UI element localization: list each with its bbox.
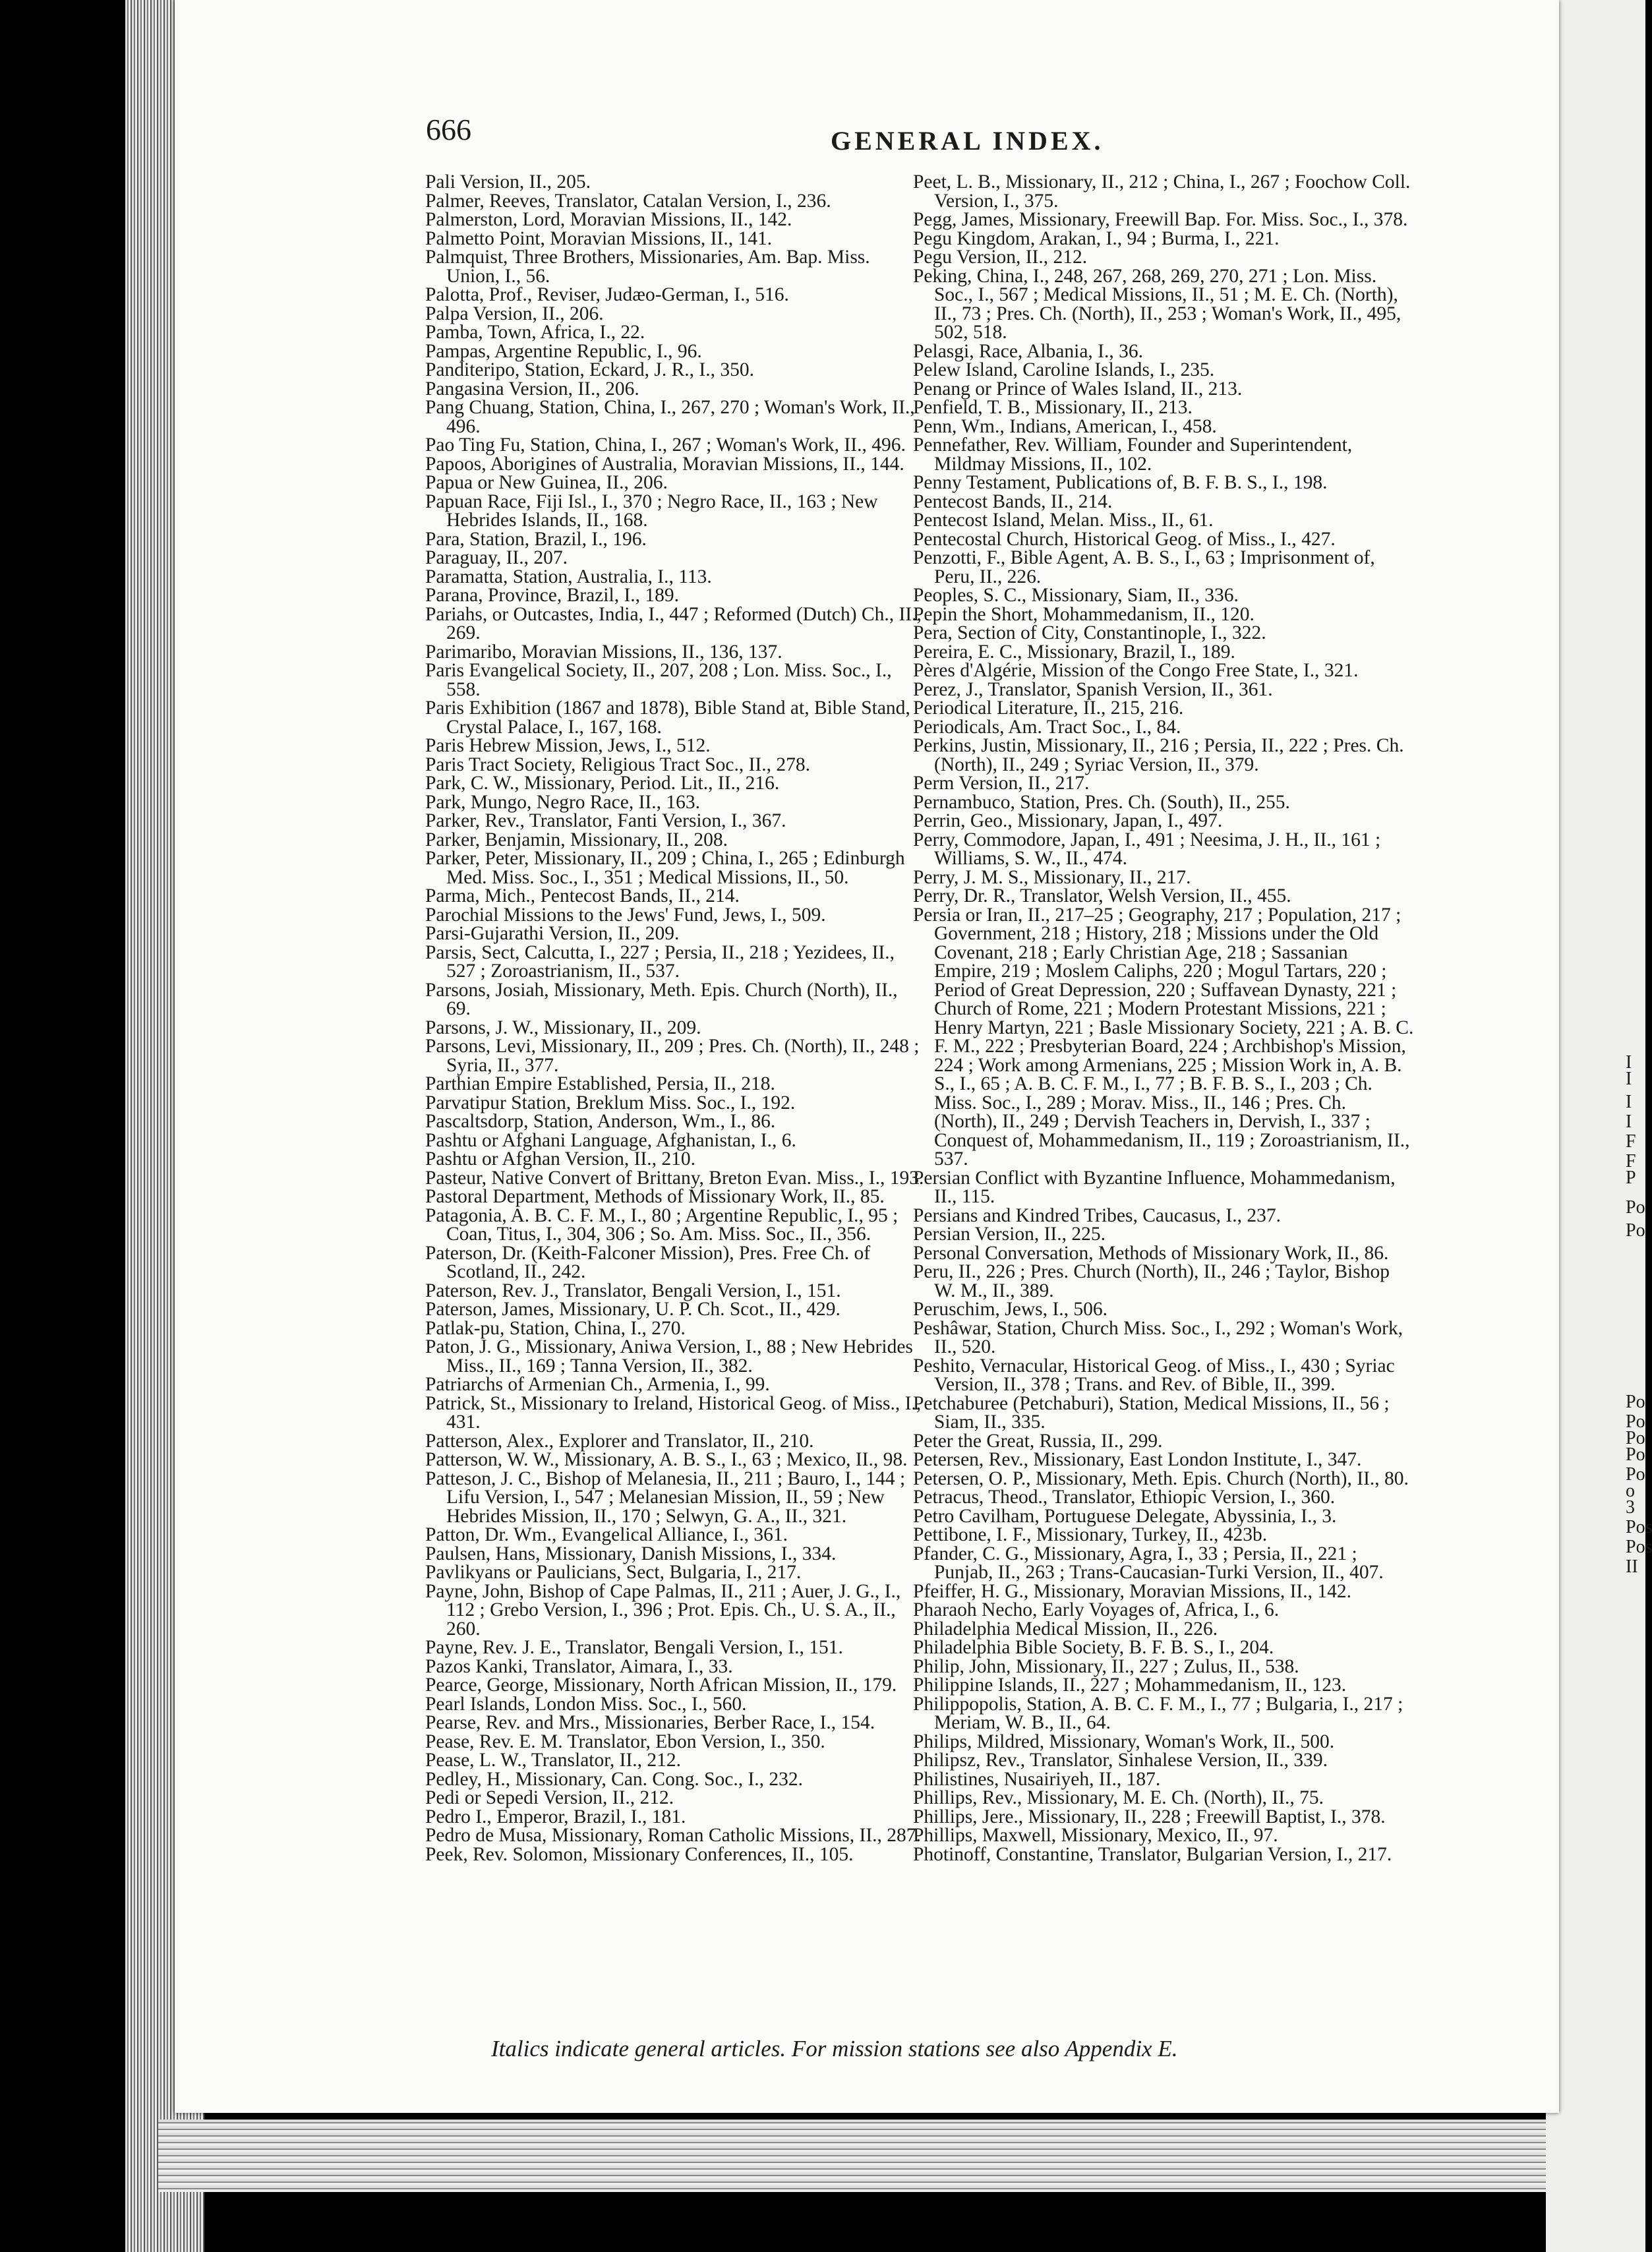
index-entry: Patton, Dr. Wm., Evangelical Alliance, I., 361. [425,1524,788,1545]
index-entry: Peru, II., 226 ; Pres. Church (North), II., 246 ; Taylor, Bishop W. M., II., 389. [913,1261,1390,1301]
index-entry: Petersen, Rev., Missionary, East London Institute, I., 347. [913,1449,1362,1470]
index-entry: Philips, Mildred, Missionary, Woman's Work, II., 500. [913,1731,1335,1752]
adjacent-page-fragment: Po [1626,1220,1645,1241]
index-entry: Pères d'Algérie, Mission of the Congo Free State, I., 321. [913,660,1359,681]
index-entry: Petchaburee (Petchaburi), Station, Medical Missions, II., 56 ; Siam, II., 335. [913,1392,1390,1433]
adjacent-page-fragment: Po [1626,1428,1645,1448]
index-entry: Parma, Mich., Pentecost Bands, II., 214. [425,885,740,906]
index-entry: Pentecostal Church, Historical Geog. of Miss., I., 427. [913,528,1336,550]
index-entry: Pentecost Island, Melan. Miss., II., 61. [913,510,1214,531]
index-entry: Petro Cavilham, Portuguese Delegate, Abyssinia, I., 3. [913,1505,1337,1527]
index-entry: Periodicals, Am. Tract Soc., I., 84. [913,716,1181,738]
index-entry: Pearse, Rev. and Mrs., Missionaries, Berber Race, I., 154. [425,1712,875,1733]
index-entry: Pettibone, I. F., Missionary, Turkey, II., 423b. [913,1524,1268,1545]
index-entry: Pearce, George, Missionary, North African Mission, II., 179. [425,1674,897,1696]
index-entry: Philip, John, Missionary, II., 227 ; Zulus, II., 538. [913,1655,1299,1677]
index-entry: Perm Version, II., 217. [913,773,1090,794]
page-footer-note: Italics indicate general articles. For mission stations see also Appendix E. [491,2036,1178,2061]
index-entry: Parsi-Gujarathi Version, II., 209. [425,923,680,944]
index-entry: Phillips, Maxwell, Missionary, Mexico, II., 97. [913,1825,1278,1846]
index-entry: Pedley, H., Missionary, Can. Cong. Soc., I., 232. [425,1768,804,1790]
index-entry: Pashtu or Afghani Language, Afghanistan, I., 6. [425,1129,796,1151]
index-entry: Papua or New Guinea, II., 206. [425,472,668,493]
index-entry: Parsons, Levi, Missionary, II., 209 ; Pres. Ch. (North), II., 248 ; Syria, II., 377. [425,1036,920,1076]
adjacent-page-fragment: I [1626,1111,1632,1132]
index-entry: Petracus, Theod., Translator, Ethiopic Version, I., 360. [913,1487,1336,1508]
index-entry: Pashtu or Afghan Version, II., 210. [425,1148,695,1170]
index-entry: Papuan Race, Fiji Isl., I., 370 ; Negro Race, II., 163 ; New Hebrides Islands, II., 168. [425,490,878,531]
index-entry: Persian Conflict with Byzantine Influence, Mohammedanism, II., 115. [913,1167,1396,1207]
index-entry: Parker, Rev., Translator, Fanti Version, I., 367. [425,810,786,831]
index-column-right [913,173,1414,1864]
book-bottom-edges [158,2119,1576,2192]
adjacent-page-fragment: F [1626,1151,1636,1171]
page-number: 666 [426,113,471,146]
index-entry: Patrick, St., Missionary to Ireland, Historical Geog. of Miss., I., 431. [425,1392,922,1433]
adjacent-page-fragment: P [1626,1168,1636,1188]
index-entry: Peet, L. B., Missionary, II., 212 ; China, I., 267 ; Foochow Coll. Version, I., 375. [913,171,1411,212]
index-entry: Personal Conversation, Methods of Missionary Work, II., 86. [913,1242,1389,1264]
index-entry: Patriarchs of Armenian Ch., Armenia, I., 99. [425,1374,770,1395]
index-entry: Perrin, Geo., Missionary, Japan, I., 497. [913,810,1223,831]
index-entry: Perry, J. M. S., Missionary, II., 217. [913,866,1191,888]
index-entry: Pegu Kingdom, Arakan, I., 94 ; Burma, I., 221. [913,227,1280,249]
index-entry: Pease, L. W., Translator, II., 212. [425,1750,682,1771]
adjacent-page-fragment: Pos [1626,1537,1652,1557]
index-entry: Palotta, Prof., Reviser, Judæo-German, I., 516. [425,284,789,305]
index-entry: Palmetto Point, Moravian Missions, II., 141. [425,227,773,249]
index-entry: Paraguay, II., 207. [425,547,568,568]
index-entry: Patagonia, A. B. C. F. M., I., 80 ; Argentine Republic, I., 95 ; Coan, Titus, I., 304, 306 ; So. Am. Miss. Soc., II., 356. [425,1204,899,1245]
index-entry: Penzotti, F., Bible Agent, A. B. S., I., 63 ; Imprisonment of, Peru, II., 226. [913,547,1375,587]
index-entry: Paulsen, Hans, Missionary, Danish Missions, I., 334. [425,1543,837,1564]
index-entry: Pasteur, Native Convert of Brittany, Breton Evan. Miss., I., 193. [425,1167,924,1189]
adjacent-page-fragment: Pos [1626,1517,1652,1537]
index-entry: Pampas, Argentine Republic, I., 96. [425,340,702,362]
index-entry: Philippine Islands, II., 227 ; Mohammedanism, II., 123. [913,1674,1347,1696]
index-entry: Philadelphia Bible Society, B. F. B. S., I., 204. [913,1637,1274,1658]
index-entry: Peek, Rev. Solomon, Missionary Conferences, II., 105. [425,1843,854,1865]
index-entry: Photinoff, Constantine, Translator, Bulgarian Version, I., 217. [913,1843,1392,1865]
index-entry: Parker, Benjamin, Missionary, II., 208. [425,829,728,850]
index-entry: Patteson, J. C., Bishop of Melanesia, II., 211 ; Bauro, I., 144 ; Lifu Version, I., 547 ; Melanesian Mission, II., 59 ; New Hebrides Mission, II., 170 ; Selwyn, G. A., II., 321. [425,1467,906,1527]
index-entry: Pangasina Version, II., 206. [425,378,639,400]
index-entry: Parsons, J. W., Missionary, II., 209. [425,1017,701,1038]
index-entry: Penny Testament, Publications of, B. F. B. S., I., 198. [913,472,1328,493]
index-entry: Peoples, S. C., Missionary, Siam, II., 336. [913,585,1239,606]
adjacent-page-fragment: I [1626,1092,1632,1112]
index-entry: Paris Tract Society, Religious Tract Soc., II., 278. [425,754,810,775]
index-entry: Pera, Section of City, Constantinople, I., 322. [913,622,1266,643]
index-entry: Persia or Iran, II., 217–25 ; Geography, 217 ; Population, 217 ; Government, 218 ; History, 218 ; Missions under the Old Covenant, 218 ; Early Christian Age, 218 ; Sassanian Empire, 219 ; Moslem Caliphs, 220 ; Mogul Tartars, 220 ; Period of Great Depression, 220 ; Suffavean Dynasty, 221 ; Church of Rome, 221 ; Modern Protestant Missions, 221 ; Henry Martyn, 221 ; Basle Missionary Society, 221 ; A. B. C. F. M., 222 ; Presbyterian Board, 224 ; Archbishop's Mission, 224 ; Work among Armenians, 225 ; Mission Work in, A. B. S., I., 65 ; A. B. C. F. M., I., 77 ; B. F. B. S., I., 203 ; Ch. Miss. Soc., I., 289 ; Morav. Miss., II., 146 ; Pres. Ch. (North), II., 249 ; Dervish Teachers in, Dervish, I., 337 ; Conquest of, Mohammedanism, II., 119 ; Zoroastrianism, II., 537. [913,904,1414,1170]
index-entry: Pariahs, or Outcastes, India, I., 447 ; Reformed (Dutch) Ch., II., 269. [425,603,922,643]
index-entry: Panditeripo, Station, Eckard, J. R., I., 350. [425,359,754,380]
index-entry: Palpa Version, II., 206. [425,303,604,324]
index-entry: Penang or Prince of Wales Island, II., 213. [913,378,1243,400]
index-entry: Pao Ting Fu, Station, China, I., 267 ; Woman's Work, II., 496. [425,434,906,456]
index-entry: Persian Version, II., 225. [913,1224,1106,1245]
adjacent-page-fragment: Po [1626,1464,1645,1485]
index-entry: Payne, Rev. J. E., Translator, Bengali Version, I., 151. [425,1637,843,1658]
index-column-left [425,173,926,1864]
index-entry: Paris Evangelical Society, II., 207, 208 ; Lon. Miss. Soc., I., 558. [425,660,892,700]
index-entry: Para, Station, Brazil, I., 196. [425,528,647,550]
index-entry: Palmerston, Lord, Moravian Missions, II., 142. [425,209,792,230]
index-entry: Paterson, James, Missionary, U. P. Ch. Scot., II., 429. [425,1299,841,1320]
index-entry: Pelasgi, Race, Albania, I., 36. [913,340,1144,362]
index-entry: Pearl Islands, London Miss. Soc., I., 560. [425,1693,747,1715]
index-entry: Pegg, James, Missionary, Freewill Bap. For. Miss. Soc., I., 378. [913,209,1408,230]
index-entry: Papoos, Aborigines of Australia, Moravian Missions, II., 144. [425,453,904,475]
index-entry: Pepin the Short, Mohammedanism, II., 120. [913,603,1254,625]
index-entry: Pavlikyans or Paulicians, Sect, Bulgaria, I., 217. [425,1562,802,1583]
adjacent-page-fragment: Po [1626,1197,1645,1218]
index-entry: Parana, Province, Brazil, I., 189. [425,585,680,606]
index-entry: Parimaribo, Moravian Missions, II., 136, 137. [425,641,782,663]
index-entry: Pamba, Town, Africa, I., 22. [425,322,645,343]
index-entry: Patlak-pu, Station, China, I., 270. [425,1317,686,1339]
index-entry: Peking, China, I., 248, 267, 268, 269, 270, 271 ; Lon. Miss. Soc., I., 567 ; Medical Missions, II., 51 ; M. E. Ch. (North), II., 73 ; Pres. Ch. (North), II., 253 ; Woman's Work, II., 495, 502, 518. [913,265,1401,343]
index-entry: Peter the Great, Russia, II., 299. [913,1430,1163,1452]
index-entry: Penfield, T. B., Missionary, II., 213. [913,397,1193,418]
index-entry: Pharaoh Necho, Early Voyages of, Africa, I., 6. [913,1599,1280,1620]
adjacent-page-fragment: Po [1626,1392,1645,1412]
index-entry: Peshito, Vernacular, Historical Geog. of Miss., I., 430 ; Syriac Version, II., 378 ; Trans. and Rev. of Bible, II., 399. [913,1355,1395,1395]
index-entry: Pernambuco, Station, Pres. Ch. (South), II., 255. [913,791,1290,813]
index-entry: Pedro I., Emperor, Brazil, I., 181. [425,1806,686,1827]
index-entry: Paterson, Rev. J., Translator, Bengali Version, I., 151. [425,1280,841,1301]
adjacent-page-fragment: I [1626,1069,1632,1089]
index-entry: Paris Exhibition (1867 and 1878), Bible Stand at, Bible Stand, Crystal Palace, I., 167, 168. [425,697,910,738]
index-entry: Parker, Peter, Missionary, II., 209 ; China, I., 265 ; Edinburgh Med. Miss. Soc., I., 351 ; Medical Missions, II., 50. [425,848,905,888]
index-entry: Petersen, O. P., Missionary, Meth. Epis. Church (North), II., 80. [913,1467,1409,1489]
index-entry: Pease, Rev. E. M. Translator, Ebon Version, I., 350. [425,1731,825,1752]
adjacent-page-fragment: Po [1626,1411,1645,1432]
index-entry: Penn, Wm., Indians, American, I., 458. [913,415,1217,437]
index-entry: Parsons, Josiah, Missionary, Meth. Epis. Church (North), II., 69. [425,979,898,1019]
index-entry: Park, C. W., Missionary, Period. Lit., II., 216. [425,773,780,794]
index-entry: Periodical Literature, II., 215, 216. [913,697,1184,719]
index-entry: Paton, J. G., Missionary, Aniwa Version, I., 88 ; New Hebrides Miss., II., 169 ; Tanna Version, II., 382. [425,1336,913,1377]
index-entry: Philadelphia Medical Mission, II., 226. [913,1618,1218,1640]
adjacent-page-fragment: II [1626,1556,1638,1577]
index-entry: Phillips, Jere., Missionary, II., 228 ; Freewill Baptist, I., 378. [913,1806,1386,1827]
index-entry: Pascaltsdorp, Station, Anderson, Wm., I., 86. [425,1111,776,1132]
index-entry: Park, Mungo, Negro Race, II., 163. [425,791,701,813]
index-entry: Perkins, Justin, Missionary, II., 216 ; Persia, II., 222 ; Pres. Ch. (North), II., 249 ; Syriac Version, II., 379. [913,735,1404,775]
index-entry: Pentecost Bands, II., 214. [913,490,1113,512]
adjacent-page-fragment: Po [1626,1444,1645,1465]
index-entry: Philipsz, Rev., Translator, Sinhalese Version, II., 339. [913,1750,1328,1771]
index-entry: Parvatipur Station, Breklum Miss. Soc., I., 192. [425,1092,796,1113]
index-entry: Perez, J., Translator, Spanish Version, II., 361. [913,678,1273,700]
index-entry: Pastoral Department, Methods of Missionary Work, II., 85. [425,1186,885,1207]
index-entry: Philistines, Nusairiyeh, II., 187. [913,1768,1161,1790]
index-entry: Palmquist, Three Brothers, Missionaries, Am. Bap. Miss. Union, I., 56. [425,247,870,287]
index-entry: Pfander, C. G., Missionary, Agra, I., 33 ; Persia, II., 221 ; Punjab, II., 263 ; Trans-Caucasian-Turki Version, II., 407. [913,1543,1384,1583]
index-entry: Peshâwar, Station, Church Miss. Soc., I., 292 ; Woman's Work, II., 520. [913,1317,1403,1357]
index-entry: Pang Chuang, Station, China, I., 267, 270 ; Woman's Work, II., 496. [425,397,915,437]
adjacent-page-fragment: F [1626,1131,1636,1152]
index-entry: Palmer, Reeves, Translator, Catalan Version, I., 236. [425,190,831,212]
index-entry: Pereira, E. C., Missionary, Brazil, I., 189. [913,641,1235,663]
index-entry: Persians and Kindred Tribes, Caucasus, I., 237. [913,1204,1281,1226]
index-entry: Pennefather, Rev. William, Founder and Superintendent, Mildmay Missions, II., 102. [913,434,1353,475]
index-entry: Paramatta, Station, Australia, I., 113. [425,566,712,587]
index-entry: Parthian Empire Established, Persia, II., 218. [425,1073,775,1094]
page-title: GENERAL INDEX. [831,126,1104,156]
index-entry: Pazos Kanki, Translator, Aimara, I., 33. [425,1655,733,1677]
index-entry: Patterson, Alex., Explorer and Translator, II., 210. [425,1430,814,1452]
index-entry: Pali Version, II., 205. [425,171,591,193]
adjacent-page-fragment: o [1626,1481,1635,1501]
index-entry: Philippopolis, Station, A. B. C. F. M., I., 77 ; Bulgaria, I., 217 ; Meriam, W. B., II., 64. [913,1693,1403,1733]
index-entry: Payne, John, Bishop of Cape Palmas, II., 211 ; Auer, J. G., I., 112 ; Grebo Version, I., 396 ; Prot. Epis. Ch., U. S. A., II., 260. [425,1580,901,1640]
index-entry: Phillips, Rev., Missionary, M. E. Ch. (North), II., 75. [913,1787,1324,1808]
index-entry: Pedro de Musa, Missionary, Roman Catholic Missions, II., 287. [425,1825,921,1846]
index-entry: Patterson, W. W., Missionary, A. B. S., I., 63 ; Mexico, II., 98. [425,1449,908,1470]
index-entry: Pegu Version, II., 212. [913,247,1088,268]
index-entry: Pedi or Sepedi Version, II., 212. [425,1787,674,1808]
adjacent-page-fragment: I [1626,1052,1632,1073]
index-entry: Paris Hebrew Mission, Jews, I., 512. [425,735,711,756]
adjacent-page-fragment: 3 [1626,1497,1635,1518]
index-entry: Perry, Commodore, Japan, I., 491 ; Neesima, J. H., II., 161 ; Williams, S. W., II., 474. [913,829,1381,869]
index-entry: Perry, Dr. R., Translator, Welsh Version, II., 455. [913,885,1291,906]
index-entry: Paterson, Dr. (Keith-Falconer Mission), Pres. Free Ch. of Scotland, II., 242. [425,1242,871,1282]
index-entry: Parochial Missions to the Jews' Fund, Jews, I., 509. [425,904,826,926]
index-entry: Pfeiffer, H. G., Missionary, Moravian Missions, II., 142. [913,1580,1351,1602]
index-entry: Peruschim, Jews, I., 506. [913,1299,1107,1320]
index-entry: Pelew Island, Caroline Islands, I., 235. [913,359,1215,380]
index-entry: Parsis, Sect, Calcutta, I., 227 ; Persia, II., 218 ; Yezidees, II., 527 ; Zoroastrianism, II., 537. [425,941,895,982]
